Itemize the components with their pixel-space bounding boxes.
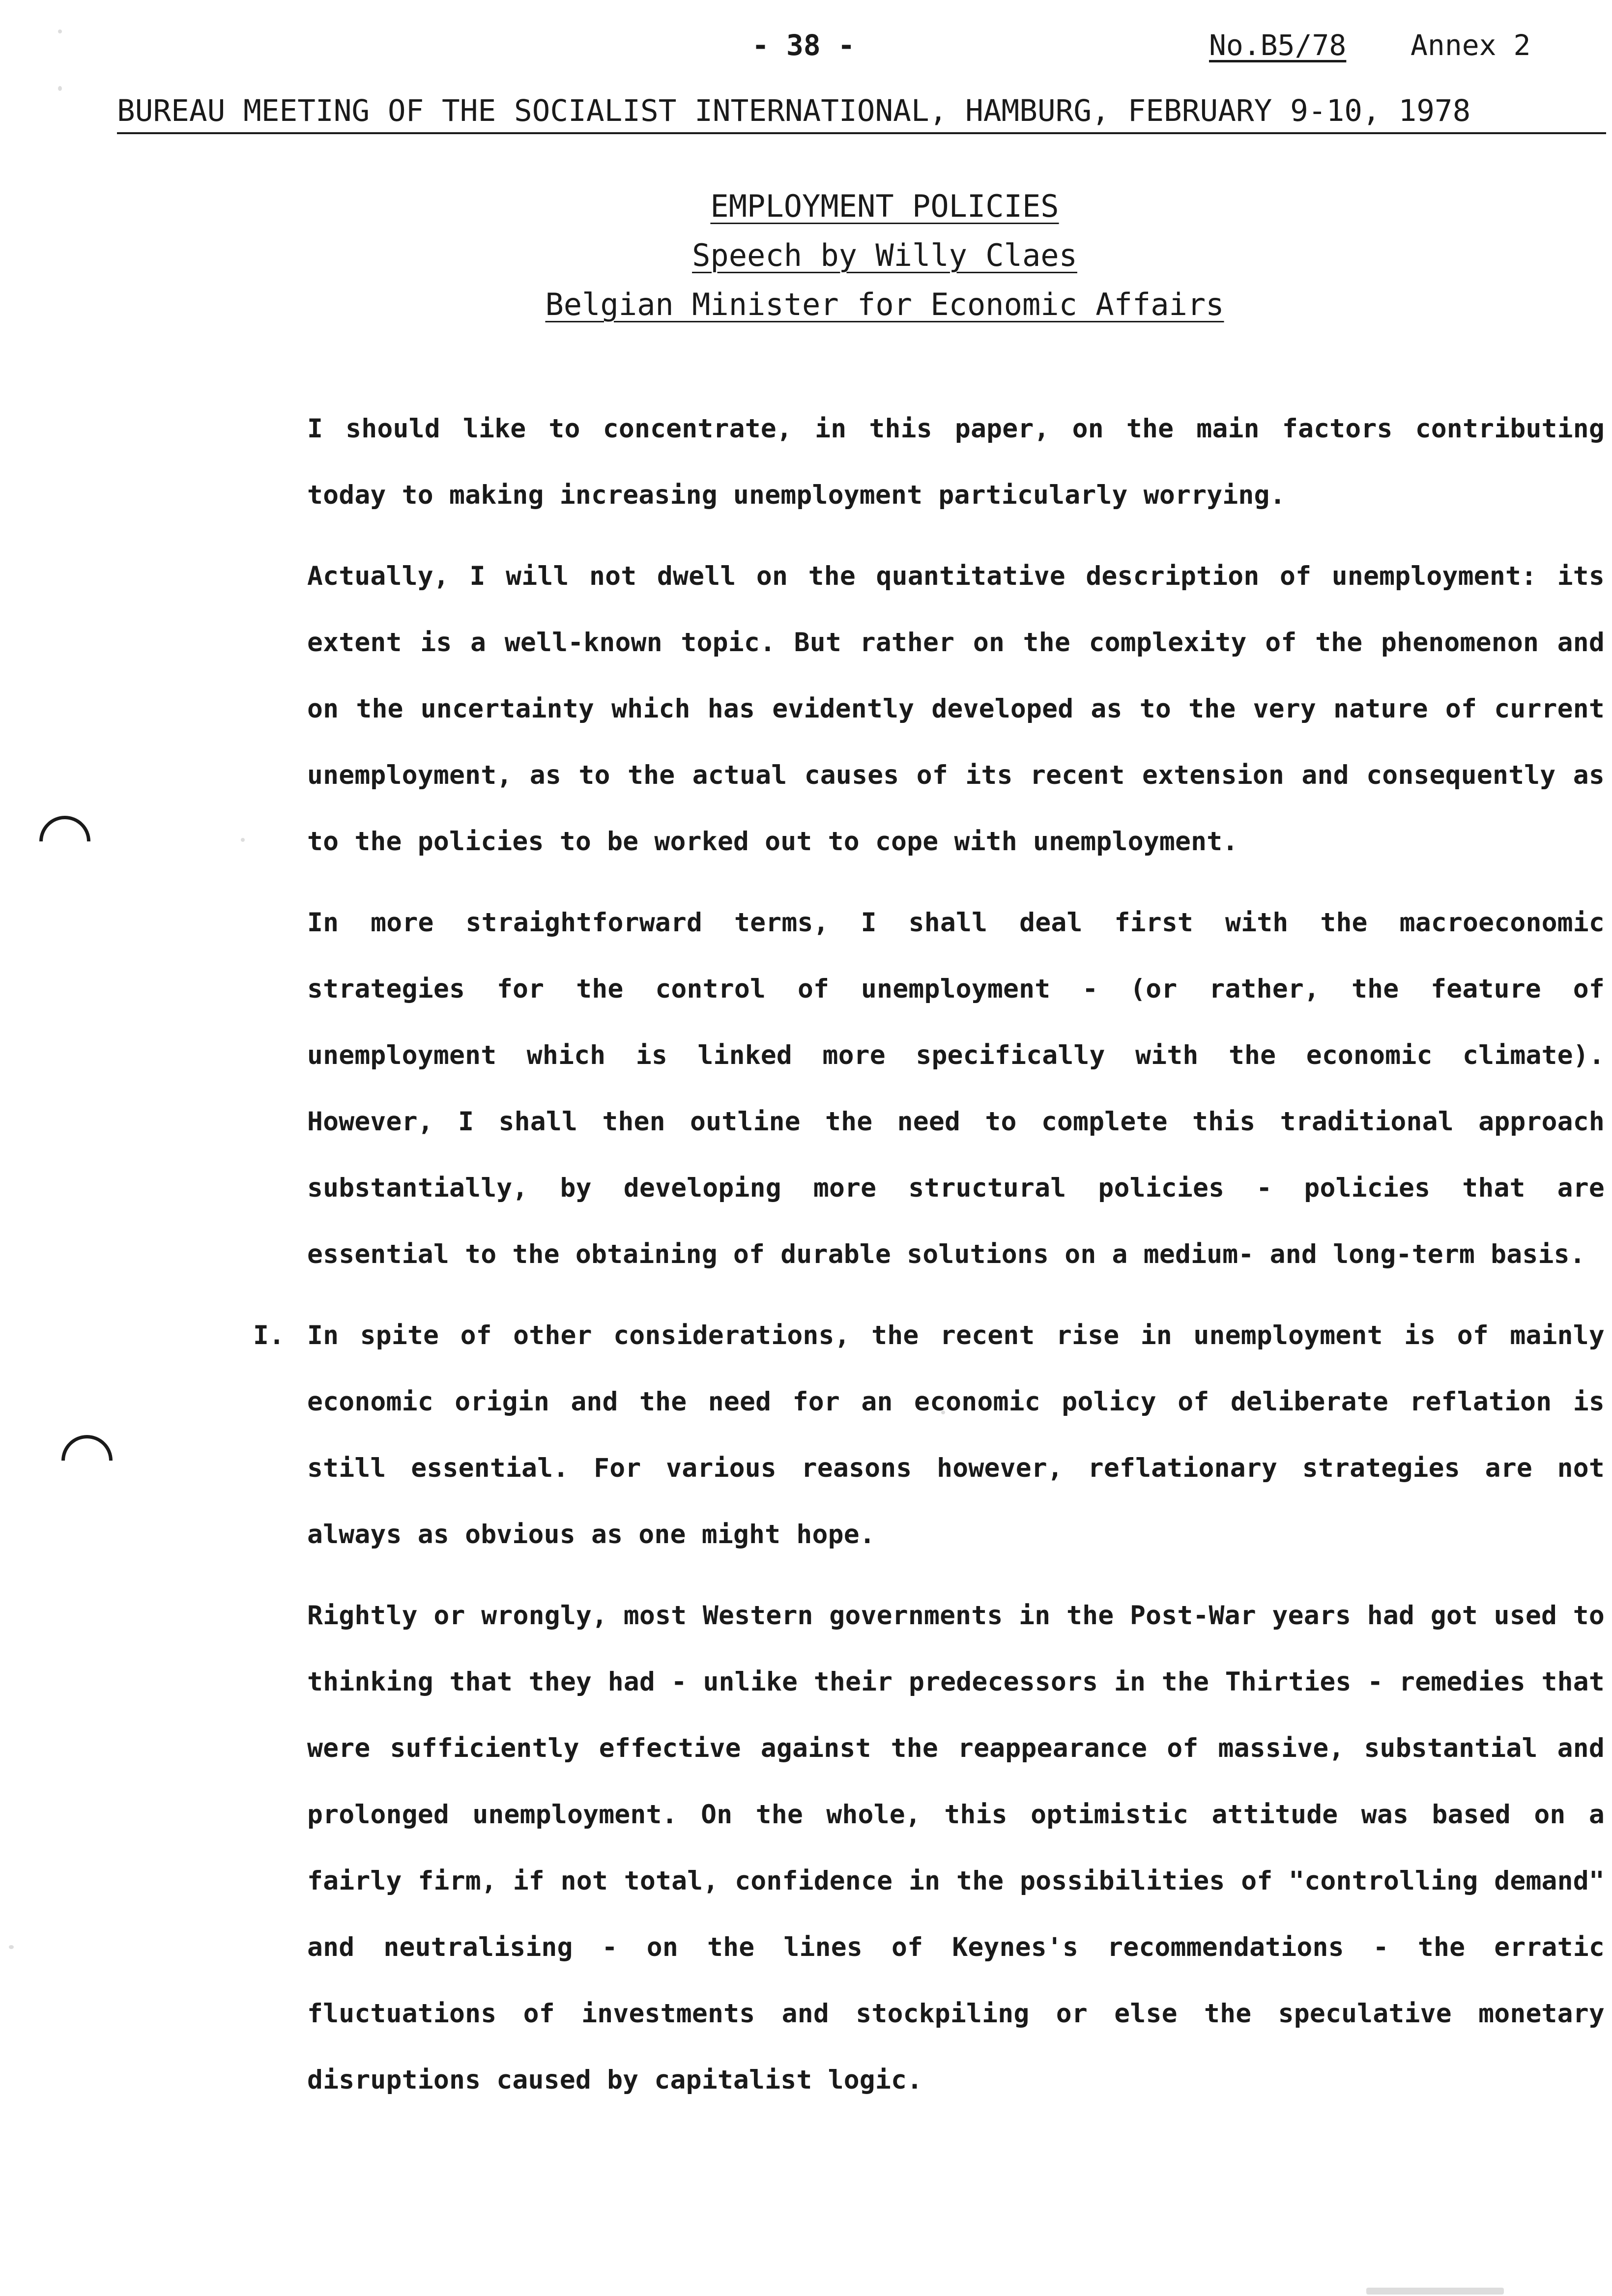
numbered-section [253,1302,1605,1568]
punch-hole-mark [51,1424,123,1496]
scan-speck [941,1410,945,1414]
paragraph: I should like to concentrate, in this paper, on the main factors contributing today to making increasing unemployment particularly worrying. [307,414,1605,510]
scan-speck [9,1945,14,1949]
section-marker: I. [253,1320,285,1350]
paragraph: In more straightforward terms, I shall deal first with the macroeconomic strategies for the control of unemployment - (or rather, the feature of unemployment which is linked more specifically with the economic climate). However, I shall then outline the need to complete this traditional approach substantially, by developing more structural policies - policies that are essential to the obtaining of durable solutions on a medium- and long-term basis. [307,908,1605,1269]
speech-byline: Speech by Willy Claes [692,237,1077,273]
page-number: - 38 - [752,29,855,62]
speaker-role: Belgian Minister for Economic Affairs [545,287,1224,322]
scan-speck [1366,2288,1504,2295]
punch-hole-mark [29,805,101,877]
scan-speck [241,838,245,842]
paragraph: Actually, I will not dwell on the quantitative description of unemployment: its extent is a well-known topic. But rather on the complexity of the phenomenon and on the uncertainty which has evidently developed as to the very nature of current unemployment, as to the actual causes of its recent extension and consequently as to the policies to be worked out to cope with unemployment. [307,561,1605,857]
body-text [253,396,1605,2128]
scan-speck [58,29,62,33]
document-number: No.B5/78 [1209,29,1347,62]
annex-label: Annex 2 [1410,29,1531,62]
paragraph: Rightly or wrongly, most Western governments in the Post-War years had got used to thinking that they had - unlike their predecessors in the Thirties - remedies that were sufficiently effective against the reappearance of massive, substantial and prolonged unemployment. On the whole, this optimistic attitude was based on a fairly firm, if not total, confidence in the possibilities of "controlling demand" and neutralising - on the lines of Keynes's recommendations - the erratic fluctuations of investments and stockpiling or else the speculative monetary disruptions caused by capitalist logic. [307,1601,1605,2095]
scan-speck [58,86,62,91]
title-block [442,182,1327,329]
meeting-header: BUREAU MEETING OF THE SOCIALIST INTERNATIONAL, HAMBURG, FEBRUARY 9-10, 1978 [117,93,1606,134]
document-title: EMPLOYMENT POLICIES [710,188,1059,224]
paragraph: In spite of other considerations, the recent rise in unemployment is of mainly economic origin and the need for an economic policy of deliberate reflation is still essential. For various reasons however, reflationary strategies are not always as obvious as one might hope. [307,1320,1605,1550]
